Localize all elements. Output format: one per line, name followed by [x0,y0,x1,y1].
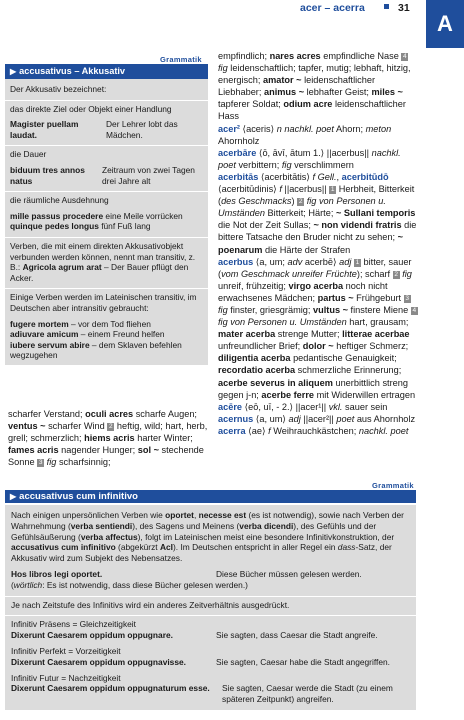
example-pair: biduum tres annos natus Zeitraum von zwei Tagen drei Jahre alt [10,164,195,186]
entry-continuation: scharfer Verstand; oculi acres scharfe Augen; ventus ~ scharfer Wind 2 heftig, wild; hart, herb, grell; schmerzlich; hiems acris harter Winter; fames acris nagender Hunger; sol ~ stechende Sonne 3 fig scharfsinnig; [8,409,208,468]
grammar-panel-aci-title: ▶ accusativus cum infinitivo [5,490,416,503]
panel-text: die Dauer [10,149,47,160]
panel-text: Je nach Zeitstufe des Infinitivs wird ein anderes Zeitverhältnis ausgedrückt. [11,599,290,610]
tense-label: Infinitiv Präsens = Gleichzeitigkeit [11,619,136,630]
entry-acerbus: acerbus ⟨a, um; adv acerbē⟩ adj 1 bitter, sauer (vom Geschmack unreifer Früchte); scharf 2 fig unreif, frühzeitig; virgo acerba noch nicht erwachsenes Mädchen; partus ~ Frühgeburt 3 fig finster, griesgrämig; vultus ~ finstere Miene 4 fig von Personen u. Umständen hart, grausam; mater acerba strenge Mutter; litterae acerbae unfreundlicher Brief; dolor ~ heftiger Schmerz; diligentia acerba pedantische Genauigkeit; recordatio acerba schmerzliche Erinnerung; acerbe severus in aliquem unerbittlich streng gegen j-n; acerbe ferre mit Widerwillen ertragen [218,256,417,400]
grammar-panel-accusative [5,64,208,365]
letter-tab: A [426,0,464,48]
sense-number: 4 [412,306,417,314]
entry-acerbitas: acerbitās ⟨acerbitātis⟩ f Gell., acerbitūdō ⟨acerbitūdinis⟩ f ||acerbus|| 1 Herbheit, Bitterkeit (des Geschmacks) 2 fig von Personen u. Umständen Bitterkeit; Härte; ~ Sullani temporis die Not der Zeit Sullas; ~ non videndi fratris die bittere Tatsache den Bruder nicht zu sehen; ~ poenarum die Härte der Strafen [218,171,417,255]
page-number: 31 [398,2,410,14]
example-pair: Dixerunt Caesarem oppidum oppugnaturum esse. Sie sagten, Caesar werde die Stadt (zu einem späteren Zeitpunkt) angreifen. [11,683,393,705]
sense-number: 2 [394,270,398,278]
sense-number: 3 [38,459,43,467]
example-pair: Hos libros legi oportet. Diese Bücher müssen gelesen werden. [11,568,362,579]
triangle-icon: ▶ [10,492,17,501]
panel-text: Einige Verben werden im Lateinischen transitiv, im Deutschen aber intransitiv gebraucht: [10,292,197,313]
example-line: fugere mortem – vor dem Tod fliehen [10,318,151,329]
tense-label: Infinitiv Futur = Nachzeitigkeit [11,672,121,683]
panel-text: Verben, die mit einem direkten Akkusativobjekt verbunden werden können, nennt man transitiv, z. B.: Agricola agrum arat – Der Bauer pflügt den Acker. [10,240,196,283]
grammar-label: Grammatik [372,481,414,490]
entry-acer2: acer² ⟨aceris⟩ n nachkl. poet Ahorn; meton Ahornholz [218,123,392,146]
example-line: mille passus procedere eine Meile vorrücken [10,210,183,221]
sense-number: 4 [403,53,407,60]
dictionary-column [218,50,418,437]
entry-acer1-continued: empfindlich; nares acres empfindliche Nase 4 fig leidenschaftlich; tapfer, mutig; lebhaft, hitzig, energisch; amator ~ leidenschaftlicher Liebhaber; animus ~ lebhafter Geist; miles ~ tapferer Soldat; odium acre leidenschaftlicher Hass [218,51,411,122]
example-line: quinque pedes longus fünf Fuß lang [10,221,151,232]
example-line: adiuvare amicum – einem Freund helfen [10,329,165,340]
example-pair: Magister puellam laudat. Der Lehrer lobt das Mädchen. [10,119,178,140]
panel-text: die räumliche Ausdehnung [10,195,109,206]
panel-text: Der Akkusativ bezeichnet: [10,84,107,94]
entry-acerbare: acerbāre ⟨ō, āvī, ātum 1.⟩ ||acerbus|| nachkl. poet verbittern; fig verschlimmern [218,147,401,170]
entry-acere: acēre ⟨eō, uī, - 2.⟩ ||acer¹|| vkl. sauer sein [218,401,388,412]
panel-text: das direkte Ziel oder Objekt einer Handlung [10,103,172,114]
panel-text: Nach einigen unpersönlichen Verben wie oportet, necesse est (es ist notwendig), sowie nach Verben der Wahrnehmung (verba sentiendi), des Sagens und Meinens (verba dicendi), des Gefühls und der Gefühlsäußerung (verba affectus), folgt im Lateinischen meist eine besondere Infinitivkonstruktion, der accusativus cum infinitivo (abgekürzt AcI). Im Deutschen entspricht in aller Regel ein dass-Satz, der Akkusativ wird zum Subjekt des Nebensatzes. [11,510,404,564]
sense-number: 3 [405,294,409,302]
grammar-panel-aci [5,505,416,710]
example-note: (wörtlich: Es ist notwendig, dass diese Bücher gelesen werden.) [11,579,248,590]
triangle-icon: ▶ [10,67,17,76]
sense-number: 1 [355,258,360,266]
example-pair: Dixerunt Caesarem oppidum oppugnavisse. Sie sagten, Caesar habe die Stadt angegriffen. [11,656,390,667]
running-head-separator [384,4,389,9]
sense-number: 2 [298,198,303,206]
grammar-label: Grammatik [160,55,202,64]
sense-number: 2 [109,423,113,431]
panel-title: ▶ accusativus – Akkusativ [5,64,208,79]
example-pair: Dixerunt Caesarem oppidum oppugnare. Sie sagten, dass Caesar die Stadt angreife. [11,630,378,641]
tense-label: Infinitiv Perfekt = Vorzeitigkeit [11,645,121,656]
running-head: acer – acerra [300,2,365,14]
entry-acernus: acernus ⟨a, um⟩ adj ||acer²|| poet aus Ahornholz [218,413,416,424]
sense-number: 1 [330,186,335,194]
entry-acerra: acerra ⟨ae⟩ f Weihrauchkästchen; nachkl. poet [218,425,409,436]
example-line: iubere servum abire – dem Sklaven befehlen wegzugehen [10,339,182,361]
